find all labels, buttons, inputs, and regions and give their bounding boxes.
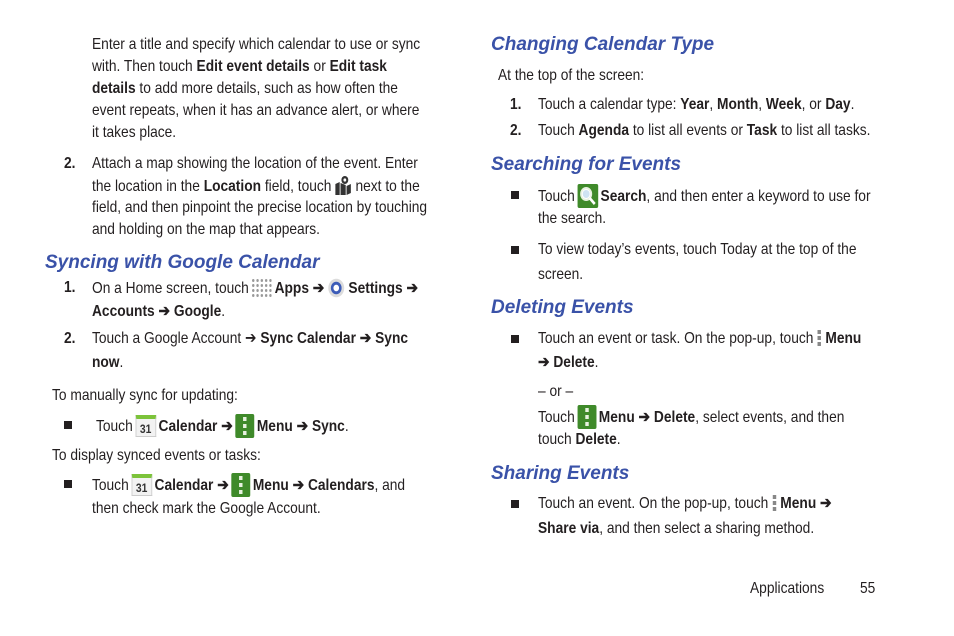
text-run: . — [119, 354, 124, 371]
text-line — [538, 430, 621, 450]
bold-term: Day — [825, 96, 851, 113]
step-number: 2. — [64, 155, 76, 172]
text-run: field, and then pinpoint the precise location by touching — [92, 199, 428, 216]
text-run: Touch an event or task. On the pop-up, touch — [538, 330, 814, 348]
text-line — [538, 494, 832, 514]
text-run: , — [758, 96, 766, 113]
map-pin-icon — [334, 175, 353, 197]
text-run: – or – — [538, 383, 574, 400]
text-line — [538, 329, 861, 349]
text-run: next to the — [355, 178, 420, 196]
text-run: Touch — [96, 418, 133, 436]
bold-term: Agenda — [578, 122, 629, 139]
text-line — [92, 57, 387, 77]
bold-term: Search — [600, 188, 647, 206]
bold-term: Menu ➔ Sync — [256, 418, 345, 436]
text-run: the location in the — [92, 178, 204, 196]
text-line — [92, 353, 123, 373]
bold-term: Apps ➔ — [274, 280, 325, 298]
text-run: Touch — [538, 188, 575, 206]
text-run: Enter a title and specify which calendar to use or sync — [92, 36, 421, 53]
text-line — [92, 123, 176, 143]
bold-term: Calendar ➔ — [154, 477, 229, 495]
text-run: it takes place. — [92, 124, 177, 141]
text-run: Touch a calendar type: — [538, 96, 681, 113]
text-line — [92, 220, 320, 240]
text-run: , and — [374, 477, 406, 495]
section-heading: Changing Calendar Type — [491, 34, 715, 55]
bullet — [511, 500, 519, 508]
step-number: 1. — [64, 279, 76, 296]
calendar-icon: 31 — [131, 474, 152, 496]
text-run: , or — [801, 96, 826, 113]
bold-term: ➔ Delete — [538, 354, 595, 371]
text-line — [92, 101, 419, 121]
bold-term: Menu ➔ Calendars — [252, 477, 375, 495]
bold-term: Edit task — [329, 58, 387, 75]
bullet — [511, 335, 519, 343]
text-run: , and then enter a keyword to use for — [646, 188, 871, 206]
bullet — [64, 480, 72, 488]
bold-term: details — [92, 80, 136, 97]
text-run: To display synced events or tasks: — [52, 447, 261, 464]
text-run: To view today’s events, touch Today at the top of the — [538, 241, 857, 258]
bullet — [64, 421, 72, 429]
text-line — [96, 415, 349, 439]
text-run: event repeats, when it has an advance alert, or where — [92, 102, 420, 119]
text-line — [538, 209, 606, 229]
text-line — [538, 382, 573, 402]
text-line — [538, 265, 583, 285]
text-line — [52, 386, 238, 406]
footer-section: Applications — [750, 580, 825, 597]
search-icon — [577, 184, 598, 208]
text-run: to list all events or — [628, 122, 747, 139]
text-run: screen. — [538, 266, 584, 283]
bold-term: now — [92, 354, 120, 371]
bold-term: Delete — [575, 431, 617, 448]
bold-term: Year — [680, 96, 710, 113]
step-number: 2. — [64, 330, 76, 347]
text-run: Touch — [538, 122, 579, 139]
bold-term: Location — [203, 178, 262, 196]
text-run: with. Then touch — [92, 58, 197, 75]
text-run: Touch an event. On the pop-up, touch — [538, 495, 769, 513]
text-line — [538, 240, 856, 260]
text-line — [498, 66, 644, 86]
text-run: to list all tasks. — [777, 122, 871, 139]
text-run: to add more details, such as how often the — [135, 80, 398, 97]
bold-term: Accounts ➔ Google — [92, 303, 222, 320]
text-line — [92, 474, 405, 498]
text-run: At the top of the screen: — [498, 67, 645, 84]
text-run: then check mark the Google Account. — [92, 500, 321, 517]
menu-dots-icon — [816, 328, 823, 348]
text-run: , select events, and then — [695, 409, 845, 427]
bold-term: Menu ➔ — [780, 495, 832, 513]
text-run: the search. — [538, 210, 607, 227]
bold-term: Month — [717, 96, 759, 113]
text-run: . — [616, 431, 621, 448]
text-line — [92, 198, 427, 218]
text-line — [92, 154, 418, 174]
apps-icon — [251, 278, 272, 298]
text-run: or — [309, 58, 330, 75]
menu-dots-icon — [771, 493, 778, 513]
text-line — [92, 329, 408, 349]
text-run: Touch — [538, 409, 575, 427]
bold-term: Menu ➔ Delete — [598, 409, 696, 427]
text-run: To manually sync for updating: — [52, 387, 238, 404]
text-line — [538, 353, 598, 373]
text-run: , and then select a sharing method. — [599, 520, 815, 537]
text-run: . — [344, 418, 349, 436]
bold-term: Menu — [825, 330, 862, 348]
text-run: , — [709, 96, 718, 113]
text-line — [538, 406, 844, 430]
bold-term: Edit event details — [196, 58, 310, 75]
text-line — [92, 176, 420, 198]
bullet — [511, 191, 519, 199]
text-line — [538, 121, 870, 141]
settings-icon — [327, 277, 346, 299]
bullet — [511, 246, 519, 254]
bold-term: Week — [765, 96, 802, 113]
text-line — [538, 519, 814, 539]
bold-term: Calendar ➔ — [158, 418, 233, 436]
calendar-icon: 31 — [135, 415, 156, 437]
text-run: . — [221, 303, 226, 320]
page-number: 55 — [860, 580, 876, 597]
step-number: 2. — [510, 122, 522, 139]
text-run: On a Home screen, touch — [92, 280, 249, 298]
text-run: Touch — [92, 477, 129, 495]
section-heading: Searching for Events — [491, 154, 682, 175]
text-run: Touch a Google Account ➔ — [92, 330, 261, 347]
text-line — [92, 499, 321, 519]
menu-icon — [231, 473, 250, 497]
text-line — [538, 185, 871, 209]
section-heading: Deleting Events — [491, 297, 634, 318]
text-run: touch — [538, 431, 576, 448]
section-heading: Sharing Events — [491, 463, 630, 484]
text-line — [92, 278, 418, 300]
text-run: field, touch — [261, 178, 332, 196]
text-run: Attach a map showing the location of the event. Enter — [92, 155, 418, 172]
bold-term: Settings ➔ — [348, 280, 419, 298]
text-line — [92, 35, 420, 55]
step-number: 1. — [510, 96, 522, 113]
text-line — [92, 79, 398, 99]
bold-term: Sync Calendar ➔ Sync — [260, 330, 409, 347]
menu-icon — [577, 405, 596, 429]
bold-term: Task — [746, 122, 778, 139]
bold-term: Share via — [538, 520, 600, 537]
section-heading: Syncing with Google Calendar — [45, 252, 320, 273]
text-run: . — [850, 96, 855, 113]
text-line — [538, 95, 854, 115]
text-line — [52, 446, 261, 466]
text-line — [92, 302, 225, 322]
text-run: . — [594, 354, 599, 371]
text-run: and holding on the map that appears. — [92, 221, 320, 238]
menu-icon — [235, 414, 254, 438]
